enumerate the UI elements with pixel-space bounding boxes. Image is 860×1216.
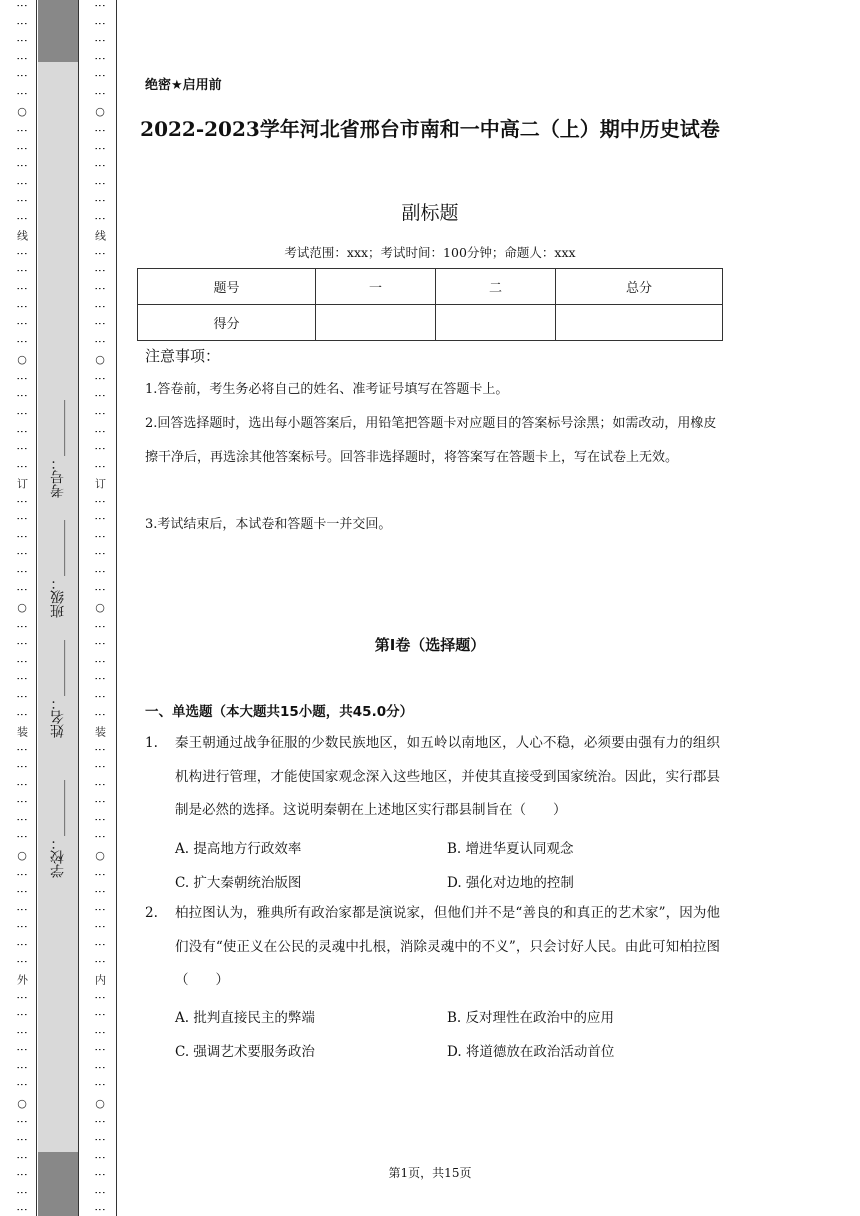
binding-mark: 外 <box>15 973 29 985</box>
binding-dots: ⋮ <box>15 142 29 154</box>
notice-item: 1.答卷前，考生务必将自己的姓名、准考证号填写在答题卡上。 <box>145 382 509 397</box>
binding-mark: ○ <box>15 849 29 862</box>
binding-dark-band-bottom <box>38 1152 78 1216</box>
binding-dots: ⋮ <box>15 708 29 720</box>
option-c[interactable]: C. 扩大秦朝统治版图 <box>175 875 302 891</box>
binding-dots: ⋮ <box>93 530 107 542</box>
binding-dots: ⋮ <box>15 566 29 577</box>
binding-dots: ⋮ <box>15 300 29 312</box>
binding-dots: ⋮ <box>93 265 107 277</box>
binding-dark-band-top <box>38 0 78 62</box>
option-c[interactable]: C. 强调艺术要服务政治 <box>175 1044 315 1060</box>
binding-dots: ⋮ <box>93 495 107 507</box>
binding-dots: ⋮ <box>15 318 29 330</box>
score-cell[interactable] <box>436 305 556 341</box>
binding-mark: 内 <box>93 973 107 985</box>
binding-dots: ⋮ <box>93 372 107 384</box>
binding-dots: ⋮ <box>15 265 29 277</box>
binding-dots: ⋮ <box>15 548 29 560</box>
binding-dots: ⋮ <box>15 443 29 455</box>
question-number: 1. <box>145 735 158 751</box>
binding-dots: ⋮ <box>93 761 107 773</box>
binding-dots: ⋮ <box>93 548 107 560</box>
binding-dots: ⋮ <box>15 195 29 207</box>
option-a[interactable]: A. 提高地方行政效率 <box>175 841 302 857</box>
binding-dots: ⋮ <box>15 407 29 419</box>
binding-dots: ⋮ <box>15 495 29 507</box>
binding-dots: ⋮ <box>15 1204 29 1216</box>
binding-dots: ⋮ <box>15 87 29 99</box>
part-title: 第I卷（选择题） <box>374 636 486 654</box>
binding-dots: ⋮ <box>93 443 107 455</box>
score-header-cell: 题号 <box>138 269 316 305</box>
binding-dots: ⋮ <box>15 921 29 933</box>
binding-dots: ⋮ <box>93 1061 107 1073</box>
binding-mark: 线 <box>93 230 107 242</box>
binding-mark: 装 <box>93 726 107 738</box>
binding-dots: ⋮ <box>15 813 29 825</box>
binding-dots: ⋮ <box>93 212 107 224</box>
binding-dots: ⋮ <box>15 335 29 347</box>
binding-dots: ⋮ <box>15 460 29 472</box>
score-table-header-row <box>138 269 723 305</box>
binding-dots: ⋮ <box>93 655 107 667</box>
score-header-cell: 一 <box>316 269 436 305</box>
binding-dots: ⋮ <box>93 87 107 99</box>
binding-dots: ⋮ <box>93 796 107 808</box>
binding-dots: ⋮ <box>93 513 107 525</box>
binding-dots: ⋮ <box>15 1061 29 1073</box>
binding-dots: ⋮ <box>15 583 29 595</box>
binding-mark: ○ <box>93 601 107 615</box>
school-field: 学校：________ <box>50 780 66 878</box>
binding-mark: ○ <box>15 1096 29 1110</box>
binding-dots: ⋮ <box>93 17 107 29</box>
binding-dots: ⋮ <box>93 35 107 47</box>
question-number: 2. <box>145 905 158 921</box>
binding-dots: ⋮ <box>93 638 107 650</box>
secret-label: 绝密★启用前 <box>145 78 222 93</box>
binding-dots: ⋮ <box>15 390 29 402</box>
binding-dots: ⋮ <box>93 903 107 915</box>
binding-dots: ⋮ <box>93 124 107 136</box>
binding-border-mid <box>78 0 79 1216</box>
binding-dots: ⋮ <box>15 17 29 29</box>
binding-mark: 订 <box>15 478 29 490</box>
notice-item: 2.回答选择题时，选出每小题答案后，用铅笔把答题卡对应题目的答案标号涂黑；如需改动，用橡皮擦干净后，再选涂其他答案标号。回答非选择题时，将答案写在答题卡上，写在试卷上无效。 <box>145 416 717 465</box>
binding-dots: ⋮ <box>93 1044 107 1056</box>
inner-binding-marks <box>90 0 110 1216</box>
binding-dots: ⋮ <box>93 1079 107 1091</box>
binding-dots: ⋮ <box>15 1009 29 1021</box>
page-footer: 第1页，共15页 <box>388 1166 472 1180</box>
binding-dots: ⋮ <box>15 425 29 437</box>
binding-dots: ⋮ <box>93 390 107 402</box>
option-b[interactable]: B. 反对理性在政治中的应用 <box>447 1010 615 1026</box>
binding-dots: ⋮ <box>15 831 29 843</box>
score-row-label: 得分 <box>138 305 316 341</box>
binding-border-inner <box>116 0 117 1216</box>
binding-mark: ○ <box>93 353 107 367</box>
binding-mark: ○ <box>93 849 107 862</box>
section-title: 一、单选题（本大题共15小题，共45.0分） <box>145 704 414 720</box>
score-cell[interactable] <box>556 305 723 341</box>
binding-dots: ⋮ <box>93 938 107 950</box>
binding-dots: ⋮ <box>15 530 29 542</box>
binding-mark: 订 <box>93 478 107 490</box>
binding-dots: ⋮ <box>93 70 107 82</box>
binding-dots: ⋮ <box>15 1151 29 1163</box>
binding-dots: ⋮ <box>15 761 29 773</box>
binding-dots: ⋮ <box>93 335 107 347</box>
binding-dots: ⋮ <box>93 1026 107 1038</box>
binding-mark: 线 <box>15 230 29 242</box>
binding-dots: ⋮ <box>93 407 107 419</box>
binding-dots: ⋮ <box>15 52 29 64</box>
binding-dots: ⋮ <box>15 796 29 808</box>
binding-dots: ⋮ <box>15 638 29 650</box>
binding-dots: ⋮ <box>93 1204 107 1216</box>
binding-dots: ⋮ <box>15 743 29 755</box>
binding-dots: ⋮ <box>93 1151 107 1163</box>
binding-dots: ⋮ <box>93 813 107 825</box>
option-b[interactable]: B. 增进华夏认同观念 <box>447 841 574 857</box>
binding-dots: ⋮ <box>15 1116 29 1128</box>
binding-mark: 装 <box>15 726 29 738</box>
outer-binding-marks <box>12 0 32 1216</box>
binding-dots: ⋮ <box>15 991 29 1003</box>
binding-dots: ⋮ <box>93 991 107 1003</box>
notice-title: 注意事项： <box>145 347 221 365</box>
binding-dots: ⋮ <box>93 708 107 720</box>
binding-dots: ⋮ <box>15 938 29 950</box>
binding-dots: ⋮ <box>15 956 29 968</box>
binding-dots: ⋮ <box>93 300 107 312</box>
question-text: 柏拉图认为，雅典所有政治家都是演说家，但他们并不是“善良的和真正的艺术家”，因为他们没有“使正义在公民的灵魂中扎根，消除灵魂中的不义”，只会讨好人民。由此可知柏拉图（ ） <box>175 905 720 988</box>
binding-dots: ⋮ <box>93 886 107 898</box>
binding-dots: ⋮ <box>93 160 107 172</box>
binding-dots: ⋮ <box>93 283 107 294</box>
binding-dots: ⋮ <box>15 283 29 294</box>
binding-dots: ⋮ <box>93 177 107 189</box>
binding-dots: ⋮ <box>15 690 29 702</box>
score-table-row <box>138 305 723 341</box>
binding-dots: ⋮ <box>93 52 107 64</box>
binding-dots: ⋮ <box>15 655 29 667</box>
binding-dots: ⋮ <box>15 247 29 259</box>
option-d[interactable]: D. 将道德放在政治活动首位 <box>447 1044 615 1060</box>
score-table <box>137 268 723 341</box>
binding-mark: ○ <box>15 601 29 615</box>
binding-dots: ⋮ <box>93 778 107 790</box>
name-field: 姓名：________ <box>50 640 66 738</box>
binding-dots: ⋮ <box>93 142 107 154</box>
binding-dots: ⋮ <box>15 35 29 47</box>
binding-dots: ⋮ <box>93 1169 107 1181</box>
binding-dots: ⋮ <box>93 1186 107 1198</box>
binding-dots: ⋮ <box>93 460 107 472</box>
score-cell[interactable] <box>316 305 436 341</box>
binding-dots: ⋮ <box>93 1009 107 1021</box>
binding-dots: ⋮ <box>15 0 29 11</box>
score-header-cell: 总分 <box>556 269 723 305</box>
binding-dots: ⋮ <box>15 177 29 189</box>
binding-dots: ⋮ <box>93 566 107 577</box>
binding-dots: ⋮ <box>15 372 29 384</box>
option-d[interactable]: D. 强化对边地的控制 <box>447 875 574 891</box>
binding-dots: ⋮ <box>93 425 107 437</box>
page-title: 2022-2023学年河北省邢台市南和一中高二（上）期中历史试卷 <box>140 117 720 141</box>
binding-dots: ⋮ <box>15 70 29 82</box>
binding-dots: ⋮ <box>15 160 29 172</box>
binding-dots: ⋮ <box>15 1044 29 1056</box>
notice-item: 3.考试结束后，本试卷和答题卡一并交回。 <box>145 517 392 532</box>
binding-dots: ⋮ <box>93 956 107 968</box>
binding-dots: ⋮ <box>15 212 29 224</box>
binding-dots: ⋮ <box>15 868 29 880</box>
binding-mark: ○ <box>15 105 29 119</box>
binding-dots: ⋮ <box>15 886 29 898</box>
question-text: 秦王朝通过战争征服的少数民族地区，如五岭以南地区，人心不稳，必须要由强有力的组织机构进行管理，才能使国家观念深入这些地区，并使其直接受到国家统治。因此，实行郡县制是必然的选择。这说明秦朝在上述地区实行郡县制旨在（ ） <box>175 735 720 818</box>
binding-mark: ○ <box>15 353 29 367</box>
binding-dots: ⋮ <box>15 1026 29 1038</box>
binding-dots: ⋮ <box>15 513 29 525</box>
binding-dots: ⋮ <box>93 195 107 207</box>
binding-border-outer <box>36 0 37 1216</box>
binding-dots: ⋮ <box>15 903 29 915</box>
binding-dots: ⋮ <box>93 620 107 632</box>
binding-dots: ⋮ <box>93 1134 107 1145</box>
binding-dots: ⋮ <box>15 124 29 136</box>
binding-dots: ⋮ <box>93 921 107 933</box>
subtitle: 副标题 <box>401 202 459 224</box>
binding-mark: ○ <box>93 1096 107 1110</box>
binding-dots: ⋮ <box>93 831 107 843</box>
binding-dots: ⋮ <box>93 673 107 685</box>
binding-mark: ○ <box>93 105 107 119</box>
binding-dots: ⋮ <box>93 743 107 755</box>
binding-dots: ⋮ <box>15 1186 29 1198</box>
binding-dots: ⋮ <box>93 318 107 330</box>
exam-number-field: 考号：________ <box>50 400 66 498</box>
binding-dots: ⋮ <box>93 1116 107 1128</box>
class-field: 班级：________ <box>50 520 66 618</box>
exam-info: 考试范围：xxx；考试时间：100分钟；命题人：xxx <box>284 245 576 260</box>
binding-dots: ⋮ <box>93 690 107 702</box>
binding-dots: ⋮ <box>93 868 107 880</box>
binding-dots: ⋮ <box>15 1169 29 1181</box>
option-a[interactable]: A. 批判直接民主的弊端 <box>175 1010 315 1026</box>
binding-dots: ⋮ <box>15 620 29 632</box>
binding-dots: ⋮ <box>93 247 107 259</box>
binding-dots: ⋮ <box>15 1079 29 1091</box>
binding-dots: ⋮ <box>93 0 107 11</box>
binding-dots: ⋮ <box>93 583 107 595</box>
binding-dots: ⋮ <box>15 778 29 790</box>
binding-dots: ⋮ <box>15 1134 29 1145</box>
score-header-cell: 二 <box>436 269 556 305</box>
binding-dots: ⋮ <box>15 673 29 685</box>
